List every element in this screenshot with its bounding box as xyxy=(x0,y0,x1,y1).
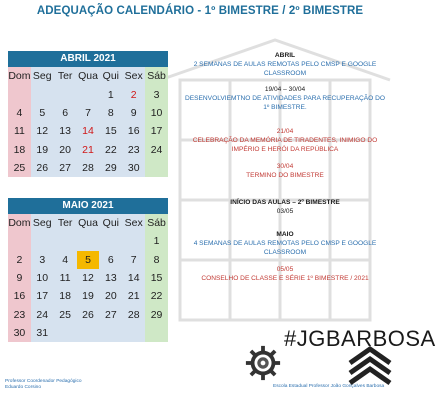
day-cell: 2 xyxy=(130,88,137,101)
day-cell: 1 xyxy=(145,232,168,250)
weekday-header: Sex xyxy=(124,70,143,83)
note-line: IMPÉRIO E HERÓI DA REPÚBLICA xyxy=(231,146,339,153)
day-cell: 8 xyxy=(107,106,114,119)
april-calendar-title: ABRIL 2021 xyxy=(8,51,168,67)
day-cell: 12 xyxy=(82,272,94,285)
day-cell: 30 xyxy=(127,162,140,175)
day-cell: 23 xyxy=(127,143,140,156)
day-cell: 4 xyxy=(62,253,69,266)
weekday-header: Ter xyxy=(57,217,73,230)
weekday-header: Seg xyxy=(32,217,52,230)
day-cell: 30 xyxy=(8,324,31,342)
day-cell: 28 xyxy=(127,308,140,321)
empty-day-cell xyxy=(77,232,100,250)
may-calendar-title: MAIO 2021 xyxy=(8,198,168,214)
day-cell: 14 xyxy=(82,125,94,138)
empty-day-cell xyxy=(99,232,122,250)
day-cell: 25 xyxy=(8,159,31,177)
day-cell: 17 xyxy=(36,290,49,303)
weekday-header: Qui xyxy=(102,70,120,83)
school-name: Escola Estadual Professor João Gonçalves Barbosa xyxy=(273,384,385,389)
day-cell: 15 xyxy=(105,125,117,138)
april-calendar-grid xyxy=(8,67,168,177)
weekday-header: Sáb xyxy=(145,214,168,232)
empty-day-cell xyxy=(122,324,145,342)
day-cell: 19 xyxy=(82,290,94,303)
april-calendar xyxy=(8,51,168,177)
weekday-header: Qua xyxy=(78,70,98,83)
day-cell: 15 xyxy=(145,269,168,287)
day-cell: 21 xyxy=(82,143,94,156)
weekday-header: Dom xyxy=(8,67,31,85)
day-cell: 7 xyxy=(130,253,137,266)
empty-day-cell xyxy=(54,85,77,103)
day-cell: 27 xyxy=(59,162,71,175)
day-cell: 11 xyxy=(59,272,71,285)
day-cell: 9 xyxy=(130,106,137,119)
day-cell: 22 xyxy=(105,143,117,156)
day-cell: 19 xyxy=(36,143,49,156)
empty-day-cell xyxy=(145,159,168,177)
coordinator-role: Professor Coordenador Pedagógico xyxy=(5,379,82,384)
day-cell: 8 xyxy=(145,251,168,269)
day-cell: 4 xyxy=(8,104,31,122)
chevron-icon xyxy=(346,345,394,383)
day-cell: 24 xyxy=(36,308,49,321)
note-line: TERMINO DO BIMESTRE xyxy=(246,172,324,179)
day-cell: 13 xyxy=(105,272,117,285)
may-calendar xyxy=(8,198,168,342)
day-cell: 18 xyxy=(59,290,71,303)
weekday-header: Dom xyxy=(8,214,31,232)
weekday-header: Ter xyxy=(57,70,73,83)
day-cell: 18 xyxy=(8,141,31,159)
maio-note-line: 4 SEMANAS DE AULAS REMOTAS PELO CMSP E GOOGLE xyxy=(193,240,377,247)
day-cell: 2 xyxy=(8,251,31,269)
note-date: 19/04 – 30/04 xyxy=(264,86,306,93)
weekday-header: Qui xyxy=(102,217,120,230)
empty-day-cell xyxy=(8,232,31,250)
empty-day-cell xyxy=(99,324,122,342)
empty-day-cell xyxy=(145,324,168,342)
day-cell: 12 xyxy=(36,125,49,138)
day-cell: 1 xyxy=(107,88,114,101)
day-cell: 14 xyxy=(127,272,140,285)
empty-day-cell xyxy=(31,232,54,250)
day-cell: 28 xyxy=(82,162,94,175)
maio-note-line: CLASSROOM xyxy=(263,249,307,256)
day-cell: 13 xyxy=(59,125,71,138)
page-title: ADEQUAÇÃO CALENDÁRIO - 1º BIMESTRE / 2º BIMESTRE xyxy=(36,5,364,17)
day-cell: 20 xyxy=(59,143,71,156)
note-date: 05/05 xyxy=(276,266,294,273)
day-cell: 16 xyxy=(8,287,31,305)
may-calendar-grid xyxy=(8,214,168,342)
note-line: CONSELHO DE CLASSE E SÉRIE 1º BIMESTRE / 2021 xyxy=(201,275,369,282)
weekday-header: Sex xyxy=(124,217,143,230)
weekday-header: Seg xyxy=(32,70,52,83)
brand-hashtag: #JGBARBOSA xyxy=(284,326,436,351)
day-cell: 21 xyxy=(127,290,140,303)
coordinator-credit xyxy=(5,379,82,391)
inicio-heading: INÍCIO DAS AULAS – 2º BIMESTRE xyxy=(230,199,340,206)
day-cell: 11 xyxy=(8,122,31,140)
day-cell: 10 xyxy=(145,104,168,122)
empty-day-cell xyxy=(31,85,54,103)
building-illustration xyxy=(150,40,400,340)
day-cell: 3 xyxy=(39,253,46,266)
day-cell: 16 xyxy=(127,125,140,138)
note-date: 30/04 xyxy=(276,163,294,170)
empty-day-cell xyxy=(8,85,31,103)
day-cell: 6 xyxy=(62,106,69,119)
day-cell: 26 xyxy=(82,308,94,321)
empty-day-cell xyxy=(54,324,77,342)
day-cell: 31 xyxy=(36,326,49,339)
note-line: 1º BIMESTRE. xyxy=(263,104,307,111)
empty-day-cell xyxy=(54,232,77,250)
day-cell: 20 xyxy=(105,290,117,303)
note-line: CELEBRAÇÃO DA MEMÓRIA DE TIRADENTES, INIMIGO DO xyxy=(192,137,378,144)
inicio-date: 03/05 xyxy=(276,208,294,215)
gear-icon xyxy=(244,344,282,382)
note-line: DESENVOLVIEMTNO DE ATIVIDADES PARA RECUPERAÇÃO DO xyxy=(184,95,386,102)
abril-heading: ABRIL xyxy=(274,52,296,59)
day-cell: 29 xyxy=(145,305,168,323)
day-cell: 10 xyxy=(36,272,49,285)
day-cell: 6 xyxy=(107,253,114,266)
day-cell: 5 xyxy=(77,251,100,269)
maio-heading: MAIO xyxy=(276,231,294,238)
day-cell: 27 xyxy=(105,308,117,321)
empty-day-cell xyxy=(77,324,100,342)
weekday-header: Qua xyxy=(78,217,98,230)
day-cell: 17 xyxy=(145,122,168,140)
day-cell: 26 xyxy=(36,162,49,175)
empty-day-cell xyxy=(122,232,145,250)
abril-note-line: CLASSROOM xyxy=(263,70,307,77)
day-cell: 5 xyxy=(39,106,46,119)
empty-day-cell xyxy=(77,85,100,103)
day-cell: 25 xyxy=(59,308,71,321)
abril-note-line: 2 SEMANAS DE AULAS REMOTAS PELO CMSP E GOOGLE xyxy=(193,61,377,68)
day-cell: 3 xyxy=(145,85,168,103)
day-cell: 22 xyxy=(145,287,168,305)
note-date: 21/04 xyxy=(276,128,294,135)
day-cell: 24 xyxy=(145,141,168,159)
weekday-header: Sáb xyxy=(145,67,168,85)
day-cell: 9 xyxy=(8,269,31,287)
coordinator-name: Eduardo Corsino xyxy=(5,385,41,390)
day-cell: 29 xyxy=(105,162,117,175)
day-cell: 7 xyxy=(85,106,91,119)
day-cell: 23 xyxy=(8,305,31,323)
